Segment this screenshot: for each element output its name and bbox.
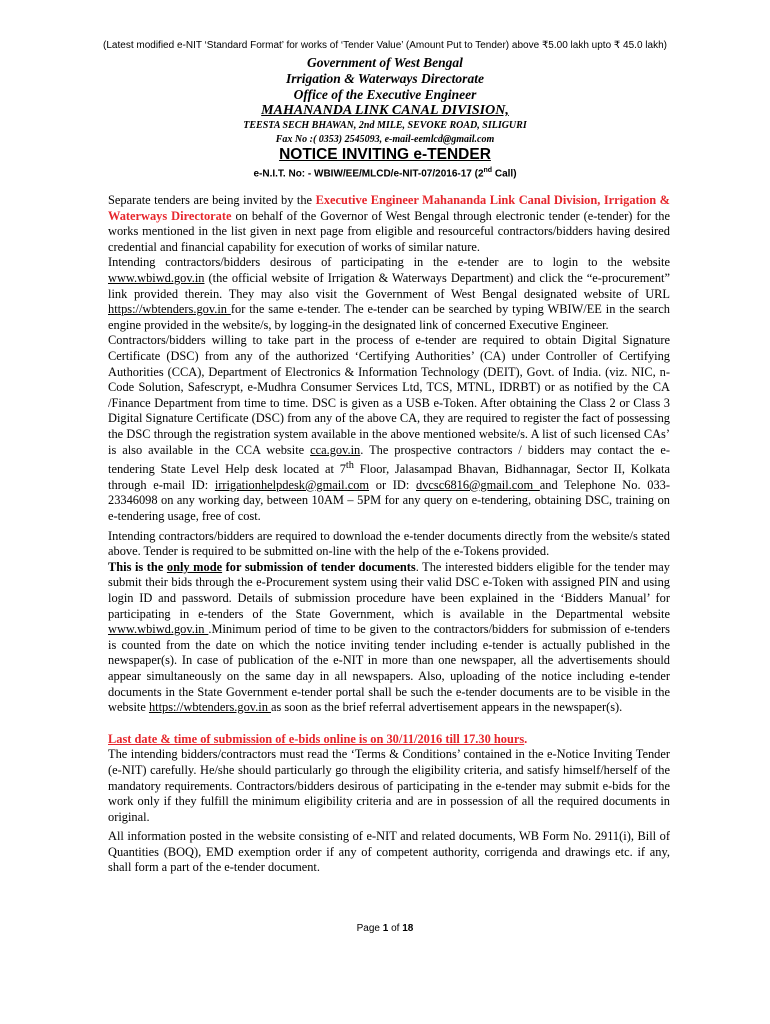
text: .Minimum period of time to be given to the contractors/bidders for submission of e-tenders is counted from the date on which the notice inviting tender including e-tender is actually published in the newspaper(s). In case of publication of the e-NIT in more than one newspaper, all the advertisements should appear simultaneously on the same day in all newspapers. Also, uploading of the notice including e-tender documents in the State Government e-tender portal shall be such the e-tender documents are to be visible in the website xyxy=(108,622,670,715)
text: on behalf of the Governor of West Bengal through electronic tender (e-tender) for the works mentioned in the list given in next page from eligible and resourceful contractors/bidders having desired credential and financial capability for execution of works of similar nature. xyxy=(108,208,670,254)
helpdesk-email-link[interactable]: irrigationhelpdesk@gmail.com xyxy=(214,477,370,492)
nit-number-suffix: Call) xyxy=(492,168,517,180)
text: This is the xyxy=(108,559,167,574)
header-address: TEESTA SECH BHAWAN, 2nd MILE, SEVOKE ROAD, SILIGURI xyxy=(243,120,527,131)
text: Contractors/bidders willing to take part in the process of e-tender are required to obtain Digital Signature Certificate (DSC) from any of the authorized ‘Certifying Authorities’ (CA) under Controller of Certifying Authorities (CCA), Department of Electronics & Information Technology (DEIT), Govt. of India. (viz. NIC, n-Code Solution, Safescrypt, e-Mudhra Consumer Services Ltd, TCS, MTNL, IDRBT) or as notified by the CA /Finance Department from time to time. DSC is given as a USB e-Token. After obtaining the Class 2 or Class 3 Digital Signature Certificate (DSC) from any of the above CA, they are required to register the fact of possessing the DSC through the registration system available in the above mentioned website/s. A list of such licensed CAs’ is also available in the CCA website xyxy=(108,333,670,457)
only-mode-emphasis: only mode xyxy=(166,559,223,574)
paragraph-documents: All information posted in the website consisting of e-NIT and related documents, WB Form No. 2911(i), Bill of Quantities (BOQ), EMD exemption order if any of competent authority, corrigenda and drawings etc. if any, shall form a part of the e-tender document. xyxy=(108,829,670,875)
paragraph-terms: The intending bidders/contractors must read the ‘Terms & Conditions’ contained in the e-Notice Inviting Tender (e-NIT) carefully. He/she should particularly go through the eligibility criteria, and satisfy himself/herself of the mandatory requirements. Contractors/bidders desirous of participating in the e-tender may submit e-bids for the work only if they fulfill the minimum eligibility criteria and are in possession of all the required documents in original. xyxy=(108,747,670,824)
nit-number-prefix: e-N.I.T. No: - WBIW/EE/MLCD/e-NIT-07/2016-17 (2 xyxy=(253,168,484,180)
notice-body xyxy=(108,193,670,876)
page-number: 1 xyxy=(382,923,389,934)
superscript: th xyxy=(345,460,354,472)
wbtenders-link[interactable]: https://wbtenders.gov.in xyxy=(108,302,231,317)
text: . The interested bidders eligible for the tender may submit their bids through the e-Procurement system using their valid DSC e-Token with assigned PIN and using login ID and password. Details of submission procedure have been explained in the ‘Bidders Manual’ for participating in e-tenders of the State Government, which is available in the Departmental website xyxy=(108,559,670,621)
text: Separate tenders are being invited by the xyxy=(108,193,316,207)
text: Floor, Jalasampad Bhavan, Bidhannagar, Sector II, Kolkata through e-mail ID: xyxy=(108,462,670,492)
text: for the same e-tender. The e-tender can be searched by typing WBIW/EE in the search engine provided in the website/s, by logging-in the designated link of concerned Executive Engineer. xyxy=(108,302,671,332)
nit-number xyxy=(0,167,770,179)
last-date-text: Last date & time of submission of e-bids online is on 30/11/2016 till 17.30 hours xyxy=(108,731,525,746)
header-division: MAHANANDA LINK CANAL DIVISION, xyxy=(261,103,509,118)
page-footer xyxy=(0,923,770,934)
wbiwd-link[interactable]: www.wbiwd.gov.in xyxy=(108,270,205,285)
paragraph-login xyxy=(108,255,670,333)
format-note: (Latest modified e-NIT ‘Standard Format’ for works of ‘Tender Value’ (Amount Put to Tender) above ₹5.00 lakh upto ₹ 45.0 lakh) xyxy=(103,40,667,51)
text: as soon as the brief referral advertisement appears in the newspaper(s). xyxy=(271,700,623,715)
page-total: 18 xyxy=(402,923,414,934)
text: (the official website of Irrigation & Waterways Department) and click the “e-procurement” link provided therein. They may also visit the Government of West Bengal designated website of URL xyxy=(108,270,670,301)
text: or ID: xyxy=(369,477,417,492)
header-directorate: Irrigation & Waterways Directorate xyxy=(286,71,484,86)
paragraph-invitation xyxy=(108,193,670,255)
wbiwd-link-2[interactable]: www.wbiwd.gov.in xyxy=(108,622,209,637)
text: of xyxy=(388,923,403,934)
wbtenders-link-2[interactable]: https://wbtenders.gov.in xyxy=(148,700,272,715)
text: Intending contractors/bidders desirous of participating in the e-tender are to login to the website xyxy=(108,255,670,270)
text: for submission of tender documents xyxy=(222,559,416,574)
nit-number-sup: nd xyxy=(483,167,493,174)
text: . The xyxy=(360,442,389,457)
paragraph-dsc xyxy=(108,333,670,524)
paragraph-submission-mode xyxy=(108,560,670,716)
header-office: Office of the Executive Engineer xyxy=(293,87,477,102)
text: prospective contractors / bidders may contact the e-tendering State Level Help desk located at 7 xyxy=(108,442,670,477)
text: Page xyxy=(356,923,383,934)
dvcsc-email-link[interactable]: dvcsc6816@gmail.com xyxy=(416,477,540,492)
paragraph-download: Intending contractors/bidders are required to download the e-tender documents directly from the website/s stated above. Tender is required to be submitted on-line with the help of the e-Tokens provided. xyxy=(108,528,670,559)
text: . xyxy=(524,731,528,746)
header-contact: Fax No :( 0353) 2545093, e-mail-eemlcd@gmail.com xyxy=(275,134,495,145)
page-title: NOTICE INVITING e-TENDER xyxy=(279,146,491,163)
last-date-notice xyxy=(108,732,670,748)
cca-link[interactable]: cca.gov.in xyxy=(310,442,361,457)
text: and Telephone No. 033-23346098 on any working day, between 10AM – 5PM for any query on e-tendering, obtaining DSC, training on e-tendering usage, free of cost. xyxy=(108,477,670,523)
issuing-authority: Executive Engineer Mahananda Link Canal Division, Irrigation & Waterways Directorate xyxy=(108,193,670,223)
header-government: Government of West Bengal xyxy=(307,55,463,70)
